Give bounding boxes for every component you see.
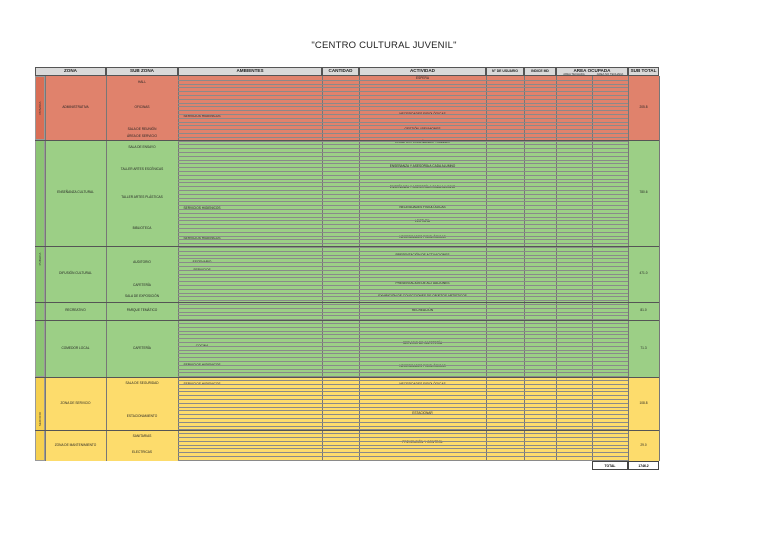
subzone-sala-exposicion: SALA DE EXPOSICIÓN bbox=[124, 294, 159, 299]
row-line bbox=[178, 437, 628, 438]
row-line bbox=[178, 395, 628, 396]
ambiente-sshh-plasticas: SERVICIOS HIGIENICOS bbox=[183, 206, 221, 211]
row-line bbox=[178, 315, 628, 316]
row-line bbox=[178, 448, 628, 449]
zone-separator bbox=[35, 320, 659, 321]
row-line bbox=[178, 182, 628, 183]
activity-fisiologicas-3: NECESIDADES FISIOLÓGICAS bbox=[399, 235, 446, 240]
subtotal-recreativo: 81.0 bbox=[640, 308, 647, 313]
band-publica: PUBLICA bbox=[35, 140, 45, 377]
row-line bbox=[178, 258, 628, 259]
row-line bbox=[178, 266, 628, 267]
ambiente-escenario: ESCENARIO bbox=[192, 260, 212, 265]
row-line bbox=[178, 422, 628, 423]
activity-fisiologicas-4: NECESIDADES FISIOLÓGICAS bbox=[399, 364, 446, 369]
header-sub-zona: SUB ZONA bbox=[106, 67, 178, 76]
row-line bbox=[178, 224, 628, 225]
zone-separator bbox=[35, 377, 659, 378]
row-line bbox=[178, 103, 628, 104]
row-line bbox=[178, 323, 628, 324]
subzone-cafeteria-difusion: CAFETERÍA bbox=[133, 283, 151, 288]
row-line bbox=[178, 91, 628, 92]
band-servicio: SERVICIO bbox=[35, 377, 45, 461]
row-line bbox=[178, 84, 628, 85]
row-line bbox=[178, 410, 628, 411]
activity-ensenanza-2: ENSEÑANZA Y ASESORÍA A CADA ALUMNO bbox=[389, 185, 456, 190]
row-line bbox=[178, 331, 628, 332]
row-line bbox=[178, 243, 628, 244]
zone-mantenimiento: ZONA DE MANTENIMIENTO bbox=[54, 442, 97, 447]
row-line bbox=[178, 441, 628, 442]
row-line bbox=[178, 361, 628, 362]
zone-administrativa: ADMINISTRATIVA bbox=[62, 105, 89, 110]
subtotal-servicio: 108.8 bbox=[639, 400, 648, 405]
row-line bbox=[178, 247, 628, 248]
subzone-hall: HALL bbox=[138, 80, 146, 85]
subzone-sanitarias: SANITARIAS bbox=[132, 434, 152, 439]
row-line bbox=[178, 163, 628, 164]
row-line bbox=[178, 236, 628, 237]
subzone-estacionamiento: ESTACIONAMIENTO bbox=[126, 413, 158, 418]
ambiente-sshh-comedor: SERVICIOS HIGIENICOS bbox=[183, 363, 221, 368]
row-line bbox=[178, 342, 628, 343]
subzone-biblioteca: BIBLIOTECA bbox=[132, 226, 152, 231]
row-line bbox=[178, 296, 628, 297]
header-area-techada: AREA TECHADA bbox=[563, 72, 585, 76]
row-line bbox=[178, 239, 628, 240]
subzone-artes-escenicas: TALLER ARTES ESCÉNICAS bbox=[120, 167, 164, 172]
subzone-sala-ensayo: SALA DE ENSAYO bbox=[128, 145, 156, 150]
row-line bbox=[178, 255, 628, 256]
row-line bbox=[178, 289, 628, 290]
row-line bbox=[178, 357, 628, 358]
total-label: TOTAL bbox=[592, 461, 628, 470]
row-line bbox=[178, 201, 628, 202]
header-cantidad: CANTIDAD bbox=[322, 67, 359, 76]
row-line bbox=[178, 407, 628, 408]
row-line bbox=[178, 125, 628, 126]
row-line bbox=[178, 114, 628, 115]
row-line bbox=[178, 99, 628, 100]
page-title: "CENTRO CULTURAL JUVENIL" bbox=[311, 40, 457, 51]
zone-recreativo: RECREATIVO bbox=[65, 308, 86, 313]
row-line bbox=[178, 194, 628, 195]
row-line bbox=[178, 327, 628, 328]
row-line bbox=[178, 156, 628, 157]
subzone-cafeteria-comedor: CAFETERÍA bbox=[133, 345, 151, 350]
row-line bbox=[178, 106, 628, 107]
activity-estacionar: ESTACIONAR bbox=[412, 411, 433, 416]
zone-separator bbox=[35, 246, 659, 247]
row-line bbox=[178, 372, 628, 373]
subtotal-comedor: 71.3 bbox=[640, 345, 647, 350]
zone-separator bbox=[35, 302, 659, 303]
row-line bbox=[178, 334, 628, 335]
activity-ensenanza-1: ENSEÑANZA Y ASESORÍA A CADA ALUMNO bbox=[389, 164, 456, 169]
activity-recreacion: RECREACIÓN bbox=[411, 308, 434, 313]
subzone-auditorio: AUDITORIO bbox=[133, 260, 151, 265]
zone-separator bbox=[35, 140, 659, 141]
header-ambientes: AMBIENTES bbox=[178, 67, 322, 76]
row-line bbox=[178, 460, 628, 461]
row-line bbox=[178, 391, 628, 392]
row-line bbox=[178, 160, 628, 161]
row-line bbox=[178, 251, 628, 252]
activity-fisiologicas-2: NECESIDADES FISIOLÓGICAS bbox=[399, 205, 446, 210]
activity-ensayos: ENSAYOS / ENSEÑANZA / TRABAJO bbox=[395, 140, 450, 145]
subtotal-administrativa: 205.8 bbox=[639, 105, 648, 110]
row-line bbox=[178, 380, 628, 381]
row-line bbox=[178, 133, 628, 134]
row-line bbox=[178, 129, 628, 130]
activity-presentacion-1: PRESENTACIÓN DE ACTUACIONES bbox=[395, 253, 450, 258]
row-line bbox=[178, 144, 628, 145]
row-line bbox=[178, 281, 628, 282]
activity-exhibicion: EXHIBICIÓN DE COLECCIONES DE OBJETOS ARTÍSTICOS bbox=[378, 294, 467, 299]
row-line bbox=[178, 277, 628, 278]
subzone-artes-plasticas: TALLER ARTES PLÁSTICAS bbox=[121, 195, 163, 200]
row-line bbox=[178, 122, 628, 123]
row-line bbox=[178, 433, 628, 434]
header-indice: INDICE MD bbox=[524, 67, 556, 76]
row-line bbox=[178, 293, 628, 294]
activity-espera: ESPERA bbox=[416, 76, 429, 81]
row-line bbox=[178, 137, 628, 138]
row-line bbox=[178, 262, 628, 263]
subzone-electricas: ELECTRICAS bbox=[131, 449, 152, 454]
row-line bbox=[178, 152, 628, 153]
activity-cafeteria: SERVICIO DE CAFETERÍA bbox=[402, 341, 443, 346]
zone-difusion-cultural: DIFUSIÓN CULTURAL bbox=[59, 271, 92, 276]
row-line bbox=[178, 148, 628, 149]
row-line bbox=[178, 95, 628, 96]
row-line bbox=[178, 171, 628, 172]
row-line bbox=[178, 87, 628, 88]
row-line bbox=[178, 445, 628, 446]
row-line bbox=[178, 308, 628, 309]
band-privada: PRIVADA bbox=[35, 76, 45, 140]
row-line bbox=[178, 418, 628, 419]
subzone-sala-seguridad: SALA DE SEGURIDAD bbox=[125, 381, 159, 386]
row-line bbox=[178, 426, 628, 427]
row-line bbox=[178, 274, 628, 275]
row-line bbox=[178, 369, 628, 370]
header-zona: ZONA bbox=[35, 67, 106, 76]
area-ocupada-label: AREA OCUPADA bbox=[573, 67, 611, 73]
row-line bbox=[178, 304, 628, 305]
subtotal-ensenanza: 780.6 bbox=[639, 190, 648, 195]
subzone-parque-tematico: PARQUE TEMÁTICO bbox=[126, 308, 158, 313]
subtotal-difusion: 471.0 bbox=[639, 271, 648, 276]
subzone-oficinas: OFICINAS bbox=[134, 105, 150, 110]
subzone-sala-reunion: SALA DE REUNIÓN bbox=[127, 126, 157, 131]
row-line bbox=[178, 338, 628, 339]
row-line bbox=[178, 167, 628, 168]
row-line bbox=[178, 350, 628, 351]
row-line bbox=[178, 399, 628, 400]
activity-lectura: LECTURA bbox=[415, 219, 430, 224]
row-line bbox=[178, 213, 628, 214]
ambiente-cocina: COCINA bbox=[195, 344, 209, 349]
header-sub-total: SUB TOTAL bbox=[628, 67, 659, 76]
row-line bbox=[178, 312, 628, 313]
header-actividad: ACTIVIDAD bbox=[359, 67, 486, 76]
row-line bbox=[178, 179, 628, 180]
ambiente-sshh-oficinas: SERVICIOS HIGIENICOS bbox=[183, 114, 221, 119]
row-line bbox=[178, 384, 628, 385]
row-line bbox=[178, 353, 628, 354]
row-line bbox=[178, 285, 628, 286]
row-line bbox=[178, 232, 628, 233]
row-line bbox=[178, 175, 628, 176]
ambiente-sshh-biblioteca: SERVICIOS HIGIENICOS bbox=[183, 236, 221, 241]
row-line bbox=[178, 346, 628, 347]
zone-comedor-local: COMEDOR LOCAL bbox=[61, 345, 90, 350]
row-line bbox=[178, 190, 628, 191]
program-table bbox=[35, 67, 659, 468]
activity-presentacion-2: PRESENTACIÓN DE ACTUACIONES bbox=[395, 281, 450, 286]
row-line bbox=[178, 228, 628, 229]
row-line bbox=[178, 403, 628, 404]
header-area-no-techada: AREA NO TECHADA bbox=[596, 72, 624, 76]
activity-gestion: GESTIÓN / REUNIONES bbox=[404, 126, 441, 131]
row-line bbox=[178, 388, 628, 389]
ambiente-servicios: SERVICIOS bbox=[193, 268, 211, 273]
row-line bbox=[178, 110, 628, 111]
row-line bbox=[178, 270, 628, 271]
row-line bbox=[178, 456, 628, 457]
activity-prevencion: PREVENCIÓN Y CONTROL bbox=[402, 440, 443, 445]
row-line bbox=[178, 209, 628, 210]
activity-fisiologicas-5: NECESIDADES FISIOLÓGICAS bbox=[399, 382, 446, 387]
row-line bbox=[178, 186, 628, 187]
zone-ensenanza-cultural: ENSEÑANZA CULTURAL bbox=[57, 190, 94, 195]
row-line bbox=[178, 118, 628, 119]
row-line bbox=[178, 452, 628, 453]
row-line bbox=[178, 198, 628, 199]
header-usuarios: N° DE USUARIO bbox=[486, 67, 524, 76]
zone-servicio: ZONA DE SERVICIO bbox=[60, 400, 91, 405]
row-line bbox=[178, 80, 628, 81]
row-line bbox=[178, 414, 628, 415]
ambiente-sshh-servicio: SERVICIOS HIGIENICOS bbox=[183, 382, 221, 387]
row-line bbox=[178, 205, 628, 206]
row-line bbox=[178, 365, 628, 366]
activity-fisiologicas-1: NECESIDADES FISIOLÓGICAS bbox=[399, 112, 446, 117]
subzone-area-servicio: ÁREA DE SERVICIO bbox=[127, 133, 157, 138]
row-line bbox=[178, 217, 628, 218]
subtotal-mantenimiento: 29.0 bbox=[640, 442, 647, 447]
zone-separator bbox=[35, 430, 659, 431]
total-value: 1746.2 bbox=[628, 461, 659, 470]
row-line bbox=[178, 220, 628, 221]
